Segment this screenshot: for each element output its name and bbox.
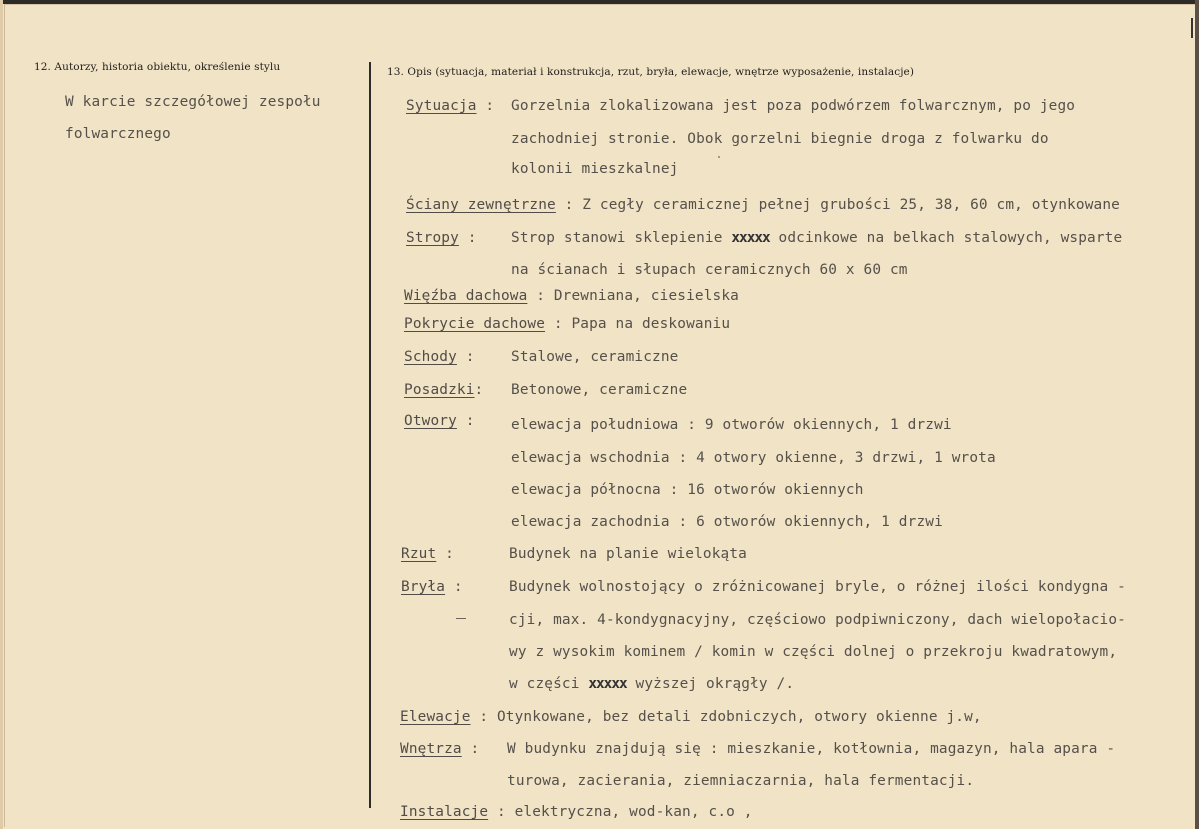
right-edge <box>1195 0 1199 829</box>
stropy-line-1 <box>511 230 1122 246</box>
label-rzut: Rzut <box>401 546 437 562</box>
wiezba-line-1: Drewniana, ciesielska <box>553 288 739 304</box>
otwory-line-1: elewacja południowa : 9 otworów okiennych, 1 drzwi <box>511 417 952 433</box>
entry-posadzki <box>404 382 483 398</box>
label-otwory: Otwory <box>404 413 457 429</box>
bryla-text-b: wyższej okrągły /. <box>635 676 795 692</box>
label-sytuacja: Sytuacja <box>406 98 477 114</box>
entry-schody <box>404 349 475 365</box>
sytuacja-line-3: kolonii mieszkalnej <box>511 161 679 177</box>
label-sciany: Ściany zewnętrzne <box>406 197 556 213</box>
sep-sciany: : <box>555 197 583 213</box>
elewacje-line-1: Otynkowane, bez detali zdobniczych, otwory okienne j.w, <box>496 709 982 725</box>
bryla-line-4 <box>509 676 794 692</box>
left-edge <box>0 0 3 829</box>
sep-wnetrza: : <box>461 741 480 757</box>
label-stropy: Stropy <box>406 230 459 246</box>
wnetrza-line-2: turowa, zacierania, ziemniaczarnia, hala fermentacji. <box>507 773 975 789</box>
entry-wiezba <box>404 288 739 304</box>
sep-wiezba: : <box>527 288 554 304</box>
left-text-line-1: W karcie szczegółowej zespołu <box>65 94 321 110</box>
entry-elewacje <box>400 709 982 725</box>
struck-out-word-2: xxxxx <box>588 676 627 692</box>
ink-dot <box>718 156 720 158</box>
bryla-line-1: Budynek wolnostojący o zróżnicowanej bryle, o różnej ilości kondygna - <box>509 579 1126 595</box>
schody-line-1: Stalowe, ceramiczne <box>511 349 679 365</box>
stropy-text-a: Strop stanowi sklepienie <box>511 230 723 246</box>
label-wnetrza: Wnętrza <box>400 741 462 757</box>
label-bryla: Bryła <box>401 579 446 595</box>
label-wiezba: Więźba dachowa <box>404 288 528 304</box>
pokrycie-line-1: Papa na deskowaniu <box>571 316 731 332</box>
entry-otwory <box>404 413 475 429</box>
otwory-line-3: elewacja północna : 16 otworów okiennych <box>511 482 864 498</box>
stropy-line-2: na ścianach i słupach ceramicznych 60 x 60 cm <box>511 262 908 278</box>
label-posadzki: Posadzki <box>404 382 475 398</box>
bryla-line-3: wy z wysokim kominem / komin w części dolnej o przekroju kwadratowym, <box>509 644 1118 660</box>
section-12-header: 12. Autorzy, historia obiektu, określenie stylu <box>34 61 281 73</box>
struck-out-word: xxxxx <box>731 230 770 246</box>
entry-wnetrza <box>400 741 479 757</box>
form-frame <box>4 4 1195 827</box>
otwory-line-2: elewacja wschodnia : 4 otwory okienne, 3 drzwi, 1 wrota <box>511 450 996 466</box>
corner-mark <box>1191 18 1193 38</box>
sciany-line-1: Z cegły ceramicznej pełnej grubości 25, 38, 60 cm, otynkowane <box>582 197 1120 213</box>
bryla-line-2: cji, max. 4-kondygnacyjny, częściowo podpiwniczony, dach wielopołacio- <box>509 612 1126 628</box>
label-elewacje: Elewacje <box>400 709 471 725</box>
stray-dash <box>456 618 466 619</box>
label-instalacje: Instalacje <box>400 804 489 820</box>
section-13-header: 13. Opis (sytuacja, materiał i konstrukcja, rzut, bryła, elewacje, wnętrze wyposażenie, instalacje) <box>387 66 915 78</box>
sep-schody: : <box>456 349 475 365</box>
sep-instalacje: : <box>488 804 515 820</box>
posadzki-line-1: Betonowe, ceramiczne <box>511 382 688 398</box>
stropy-text-b: odcinkowe na belkach stalowych, wsparte <box>778 230 1123 246</box>
entry-stropy <box>406 230 477 246</box>
sep-pokrycie: : <box>545 316 572 332</box>
sep-posadzki: : <box>474 382 484 398</box>
sep-bryla: : <box>445 579 463 595</box>
sep-elewacje: : <box>470 709 497 725</box>
entry-pokrycie <box>404 316 730 332</box>
entry-bryla <box>401 579 463 595</box>
sep-stropy: : <box>458 230 477 246</box>
entry-instalacje <box>400 804 753 820</box>
label-pokrycie: Pokrycie dachowe <box>404 316 546 332</box>
sep-otwory: : <box>456 413 475 429</box>
sytuacja-line-2: zachodniej stronie. Obok gorzelni biegnie droga z folwarku do <box>511 131 1049 147</box>
bryla-text-a: w części <box>509 676 580 692</box>
entry-sytuacja <box>406 98 494 114</box>
instalacje-line-1: elektryczna, wod-kan, c.o , <box>514 804 753 820</box>
sytuacja-line-1: Gorzelnia zlokalizowana jest poza podwórzem folwarcznym, po jego <box>511 98 1076 114</box>
rzut-line-1: Budynek na planie wielokąta <box>509 546 747 562</box>
sep-sytuacja: : <box>476 98 495 114</box>
wnetrza-line-1: W budynku znajdują się : mieszkanie, kotłownia, magazyn, hala apara - <box>507 741 1116 757</box>
left-text-line-2: folwarcznego <box>65 126 171 142</box>
entry-rzut <box>401 546 454 562</box>
sep-rzut: : <box>436 546 454 562</box>
entry-sciany <box>406 197 1120 213</box>
otwory-line-4: elewacja zachodnia : 6 otworów okiennych, 1 drzwi <box>511 514 943 530</box>
column-divider <box>369 62 371 808</box>
label-schody: Schody <box>404 349 457 365</box>
